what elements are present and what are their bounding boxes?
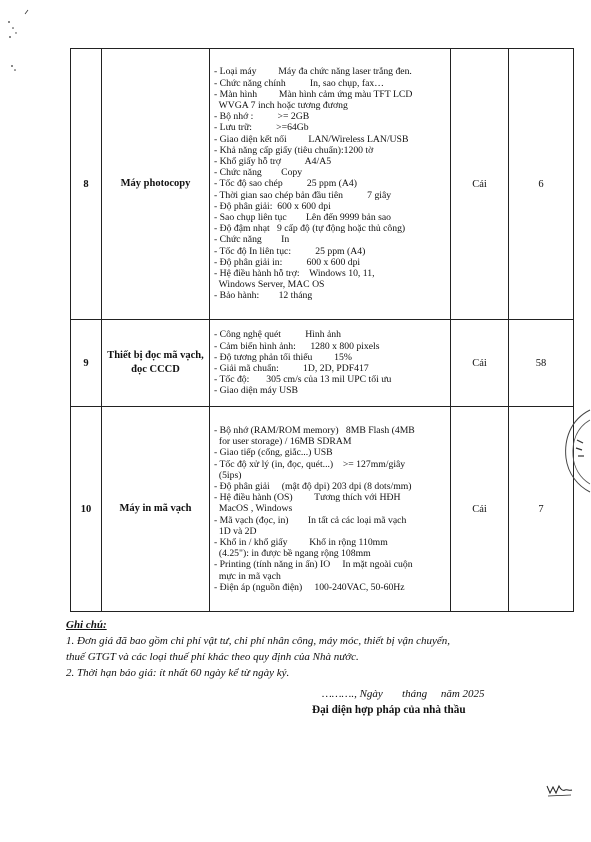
spec-line: - Màn hình Màn hình cảm ứng màu TFT LCD <box>214 88 413 100</box>
item-specs <box>210 320 451 407</box>
spec-line: mực in mã vạch <box>214 570 281 582</box>
spec-line: - Loại máy Máy đa chức năng laser trắng đen. <box>214 66 412 78</box>
spec-line: - Độ phân giải: 600 x 600 dpi <box>214 200 331 212</box>
item-quantity: 7 <box>509 407 574 612</box>
spec-line: - Độ tương phản tối thiểu 15% <box>214 351 352 363</box>
item-name: Máy photocopy <box>102 49 210 320</box>
row-number: 10 <box>71 407 102 612</box>
table-row <box>71 49 574 320</box>
notes-section <box>66 617 566 681</box>
spec-line: Windows Server, MAC OS <box>214 279 325 291</box>
spec-line: (4.25"): in được bề ngang rộng 108mm <box>214 548 371 560</box>
spec-line: - Giao tiếp (cổng, giắc...) USB <box>214 447 333 459</box>
row-number: 8 <box>71 49 102 320</box>
spec-line: - Tốc độ xử lý (in, đọc, quét...) >= 127mm/giây <box>214 458 406 470</box>
item-unit: Cái <box>451 320 509 407</box>
spec-line: - Khổ giấy hỗ trợ A4/A5 <box>214 155 332 167</box>
item-quantity: 6 <box>509 49 574 320</box>
note-line: 1. Đơn giá đã bao gồm chi phí vật tư, chi phí nhân công, máy móc, thiết bị vận chuyển, <box>66 635 450 647</box>
spec-line: - Bảo hành: 12 tháng <box>214 290 313 302</box>
spec-line: - Chức năng In <box>214 234 290 246</box>
note-line: thuế GTGT và các loại thuế phí khác theo quy định của Nhà nước. <box>66 651 359 663</box>
spec-line: MacOS , Windows <box>214 503 293 515</box>
spec-line: - Thời gian sao chép bản đầu tiên 7 giây <box>214 189 392 201</box>
spec-line: - Tốc độ In liên tục: 25 ppm (A4) <box>214 245 366 257</box>
spec-line: - Độ phân giải (mật độ dpi) 203 dpi (8 dots/mm) <box>214 480 412 492</box>
item-unit: Cái <box>451 49 509 320</box>
item-specs <box>210 407 451 612</box>
spec-line: - Điện áp (nguồn điện) 100-240VAC, 50-60Hz <box>214 581 405 593</box>
stamp-mark <box>560 406 591 496</box>
spec-line: 1D và 2D <box>214 525 257 537</box>
spec-line: - Bộ nhớ (RAM/ROM memory) 8MB Flash (4MB <box>214 424 415 436</box>
spec-line: - Giải mã chuẩn: 1D, 2D, PDF417 <box>214 363 369 374</box>
spec-line: - Giao diện máy USB <box>214 385 298 397</box>
spec-line: - Lưu trữ: >=64Gb <box>214 122 309 134</box>
item-name: Thiết bị đọc mã vạch, đọc CCCD <box>102 320 210 407</box>
spec-line: - Chức năng chính In, sao chụp, fax… <box>214 77 384 89</box>
spec-table <box>70 48 574 612</box>
signature-mark <box>545 782 575 798</box>
item-specs <box>210 49 451 320</box>
item-unit: Cái <box>451 407 509 612</box>
spec-line: - Độ đậm nhạt 9 cấp độ (tự động hoặc thủ công) <box>214 223 406 235</box>
notes-heading: Ghi chú: <box>66 619 107 631</box>
table-row <box>71 320 574 407</box>
spec-line: - Sao chụp liên tục Lên đến 9999 bản sao <box>214 212 392 223</box>
note-line: 2. Thời hạn báo giá: ít nhất 60 ngày kể từ ngày ký. <box>66 667 290 679</box>
spec-line: - Tốc độ: 305 cm/s của 13 mil UPC tối ưu <box>214 374 392 386</box>
table-row <box>71 407 574 612</box>
spec-line: - Bộ nhớ : >= 2GB <box>214 111 310 123</box>
scan-marks <box>0 0 40 80</box>
spec-line: - Khả năng cấp giấy (tiêu chuẩn):1200 tờ <box>214 144 374 156</box>
spec-line: - Độ phân giải in: 600 x 600 dpi <box>214 256 361 268</box>
spec-line: WVGA 7 inch hoặc tương đương <box>214 99 348 111</box>
spec-line: - Công nghệ quét Hình ảnh <box>214 329 341 341</box>
spec-line: - Mã vạch (đọc, in) In tất cả các loại mã vạch <box>214 514 407 526</box>
spec-line: - Printing (tính năng in ấn) IO In mặt ngoài cuộn <box>214 559 413 571</box>
spec-line: - Khổ in / khổ giấy Khổ in rộng 110mm <box>214 537 388 548</box>
spec-line: - Hệ điều hành (OS) Tương thích với HĐH <box>214 492 401 504</box>
spec-line: - Hệ điều hành hỗ trợ: Windows 10, 11, <box>214 268 375 280</box>
spec-line: (5ips) <box>214 469 242 481</box>
date-line: ………., Ngày tháng năm 2025 <box>322 688 485 700</box>
spec-line: for user storage) / 16MB SDRAM <box>214 436 352 448</box>
item-name: Máy in mã vạch <box>102 407 210 612</box>
row-number: 9 <box>71 320 102 407</box>
representative-title: Đại diện hợp pháp của nhà thầu <box>312 704 466 716</box>
spec-line: - Cảm biến hình ảnh: 1280 x 800 pixels <box>214 340 380 352</box>
spec-line: - Chức năng Copy <box>214 167 303 179</box>
spec-line: - Giao diện kết nối LAN/Wireless LAN/USB <box>214 133 409 145</box>
item-quantity: 58 <box>509 320 574 407</box>
spec-line: - Tốc độ sao chép 25 ppm (A4) <box>214 178 357 190</box>
